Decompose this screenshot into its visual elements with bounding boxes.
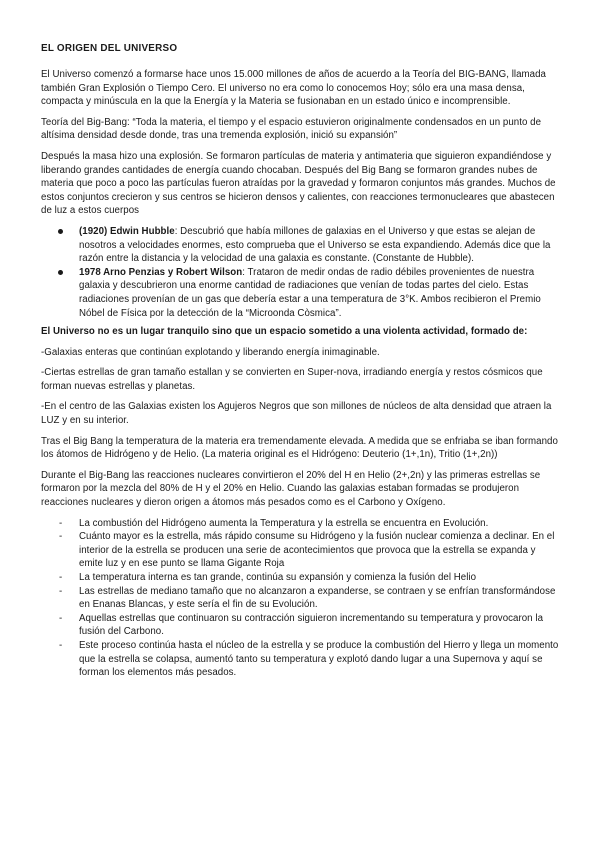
list-item-hubble xyxy=(79,225,562,266)
penzias-text: : Trataron de medir ondas de radio débiles provenientes de nuestra galaxia y descubrieron una enorme cantidad de radiaciones que venían de todas partes del cielo. Estas radiaciones provenían de un gas que debería estar a una temperatura de 3°K. Ambos recibieron el Premio Nóbel de Física por la detección de la “Microonda Còsmica”. xyxy=(79,266,541,319)
stellar-evolution-list xyxy=(41,517,562,680)
paragraph-nuclear-reactions: Durante el Big-Bang las reacciones nucleares convirtieron el 20% del H en Helio (2+,2n) y las primeras estrellas se formaron por la mezcla del 80% de H y el 20% en Helio. Cuando las galaxias estaban formadas se produjeron reacciones nucleares y dieron origen a átomos más pesados como es el Carbono y Oxígeno. xyxy=(41,469,541,509)
document-title: EL ORIGEN DEL UNIVERSO xyxy=(41,43,178,54)
paragraph-temperature: Tras el Big Bang la temperatura de la materia era tremendamente elevada. A medida que se enfriaba se iban formando los átomos de Hidrógeno y de Helio. (La materia original es el Hidrógeno: Deuterio (1+,1n), Tritio (1+,2n)) xyxy=(41,435,558,461)
list-item: - Este proceso continúa hasta el núcleo de la estrella y se produce la combustión del Hierro y llega un momento que la estrella se colapsa, aumentó tanto su temperatura y explotó dando lugar a una Supernova y aquí se forman los elementos más pesados. xyxy=(79,639,562,680)
list-item: - La temperatura interna es tan grande, continúa su expansión y comienza la fusión del Helio xyxy=(79,571,562,585)
list-item: - Cuánto mayor es la estrella, más rápido consume su Hidrógeno y la fusión nuclear comienza a declinar. En el interior de la estrella se producen una serie de acontecimientos que provoca que la estrella se expanda y emite luz y en ese punto se llama Gigante Roja xyxy=(79,530,562,571)
paragraph-intro: El Universo comenzó a formarse hace unos 15.000 millones de años de acuerdo a la Teoría del BIG-BANG, llamada también Gran Explosión o Tiempo Cero. El universo no era como lo conocemos Hoy; sólo era una masa densa, compacta y minúscula en la que la Energía y la Materia se fusionaban en un estado único e incomprensible. xyxy=(41,69,546,108)
list-item-penzias-wilson xyxy=(79,266,562,320)
discoveries-list xyxy=(41,225,562,320)
list-item: - Aquellas estrellas que continuaron su contracción siguieron incrementando su temperatura y provocaron la fusión del Carbono. xyxy=(79,612,562,639)
list-item: - La combustión del Hidrógeno aumenta la Temperatura y la estrella se encuentra en Evolución. xyxy=(79,517,562,531)
paragraph-explosion: Después la masa hizo una explosión. Se formaron partículas de materia y antimateria que siguieron expandiéndose y liberando grandes cantidades de energía cuando chocaban. Después del Big Bang se formaron grandes nubes de materia que poco a poco las partículas fueron atraídas por la gravedad y formaron conjuntos más grandes. Muchos de estos conjuntos crecieron y sus centros se hicieron densos y calientes, con reacciones termonucleares que abastecen de luz a estos cuerpos xyxy=(41,150,556,217)
activity-item-supernova: -Ciertas estrellas de gran tamaño estallan y se convierten en Super-nova, irradiando energía y restos cósmicos que forman nuevas estrellas y planetas. xyxy=(41,367,543,392)
paragraph-big-bang-theory: Teoría del Big-Bang: “Toda la materia, el tiempo y el espacio estuvieron originalmente condensados en un punto de altísima densidad desde donde, tras una tremenda explosión, inició su expansión” xyxy=(41,116,542,142)
subheading-violent-activity: El Universo no es un lugar tranquilo sino que un espacio sometido a una violenta actividad, formado de: xyxy=(41,326,528,338)
hubble-lead: (1920) Edwin Hubble xyxy=(79,225,175,237)
activity-item-galaxies: -Galaxias enteras que continúan explotando y liberando energía inimaginable. xyxy=(41,346,380,358)
hubble-text: : Descubrió que había millones de galaxias en el Universo y que estas se alejan de nosotros a velocidades enormes, esto comprueba que el Universo se esta expandiendo. Además dice que la razón entre la distancia y la velocidad de una galaxia es constante. (Constante de Hubble). xyxy=(79,225,551,265)
activity-item-black-holes: -En el centro de las Galaxias existen los Agujeros Negros que son millones de núcleos de alta densidad que atraen la LUZ y en su interior. xyxy=(41,401,552,427)
list-item: - Las estrellas de mediano tamaño que no alcanzaron a expanderse, se contraen y se enfrían transformándose en Enanas Blancas, y este sería el fin de su Evolución. xyxy=(79,585,562,612)
penzias-lead: 1978 Arno Penzias y Robert Wilson xyxy=(79,266,243,278)
